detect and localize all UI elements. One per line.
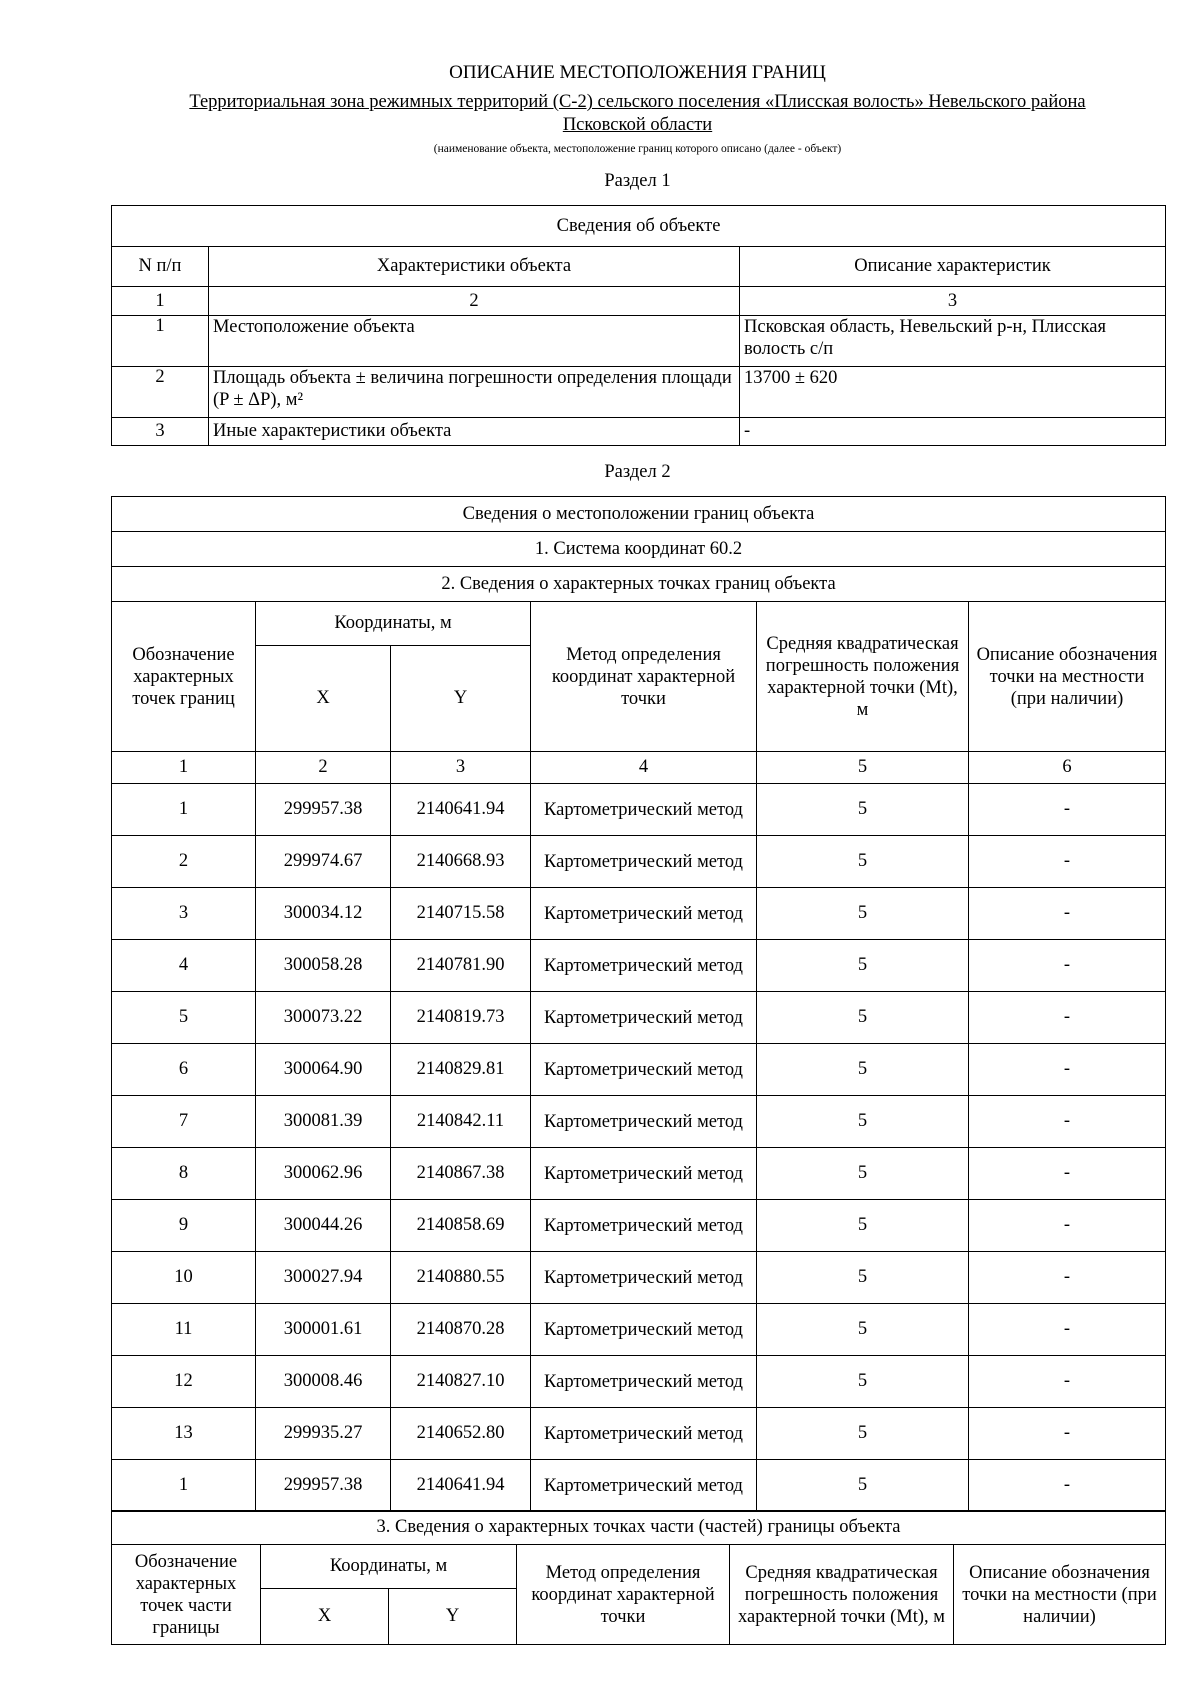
boundary-points-table	[111, 496, 1166, 1512]
part-header-method: Метод определения координат характерной точки	[517, 1545, 730, 1645]
colnum: 4	[531, 752, 757, 784]
point-x: 300062.96	[256, 1148, 391, 1200]
part-header-coordinates: Координаты, м	[261, 1545, 517, 1589]
object-info-title: Сведения об объекте	[112, 206, 1166, 247]
point-method: Картометрический метод	[531, 784, 757, 836]
point-method: Картометрический метод	[531, 940, 757, 992]
header-designation: Обозначение характерных точек границ	[112, 602, 256, 752]
point-x: 300064.90	[256, 1044, 391, 1096]
header-accuracy: Средняя квадратическая погрешность положения характерной точки (Mt), м	[757, 602, 969, 752]
point-y: 2140880.55	[391, 1252, 531, 1304]
point-method: Картометрический метод	[531, 888, 757, 940]
section2-title: Раздел 2	[604, 462, 671, 482]
header-y: Y	[391, 646, 531, 752]
point-mt: 5	[757, 992, 969, 1044]
point-y: 2140641.94	[391, 784, 531, 836]
part-header-x: X	[261, 1589, 389, 1645]
point-id: 1	[112, 1460, 256, 1512]
object-info-colnum-row	[112, 287, 1166, 316]
point-y: 2140827.10	[391, 1356, 531, 1408]
point-mt: 5	[757, 1096, 969, 1148]
point-mt: 5	[757, 1044, 969, 1096]
point-id: 2	[112, 836, 256, 888]
point-y: 2140781.90	[391, 940, 531, 992]
point-method: Картометрический метод	[531, 1252, 757, 1304]
point-description: -	[969, 1304, 1166, 1356]
header-method: Метод определения координат характерной точки	[531, 602, 757, 752]
point-mt: 5	[757, 1148, 969, 1200]
row-value: -	[740, 418, 1166, 446]
point-mt: 5	[757, 836, 969, 888]
part-header-point-description: Описание обозначения точки на местности (при наличии)	[954, 1545, 1166, 1645]
table-row	[112, 1148, 1166, 1200]
point-id: 6	[112, 1044, 256, 1096]
point-mt: 5	[757, 940, 969, 992]
header-description: Описание характеристик	[740, 247, 1166, 287]
point-description: -	[969, 888, 1166, 940]
table-row	[112, 1460, 1166, 1512]
part-header-row	[112, 1545, 1166, 1589]
point-mt: 5	[757, 1200, 969, 1252]
point-x: 299957.38	[256, 784, 391, 836]
table-row	[112, 316, 1166, 367]
coordinate-system: 1. Система координат 60.2	[112, 532, 1166, 567]
point-method: Картометрический метод	[531, 1356, 757, 1408]
points-colnum-row	[112, 752, 1166, 784]
point-y: 2140819.73	[391, 992, 531, 1044]
point-mt: 5	[757, 1356, 969, 1408]
header-n: N п/п	[112, 247, 209, 287]
point-method: Картометрический метод	[531, 1044, 757, 1096]
table-row	[112, 367, 1166, 418]
point-y: 2140652.80	[391, 1408, 531, 1460]
document-title: ОПИСАНИЕ МЕСТОПОЛОЖЕНИЯ ГРАНИЦ	[449, 62, 826, 83]
point-mt: 5	[757, 1304, 969, 1356]
point-description: -	[969, 1148, 1166, 1200]
point-mt: 5	[757, 1252, 969, 1304]
point-x: 299935.27	[256, 1408, 391, 1460]
point-x: 300044.26	[256, 1200, 391, 1252]
point-y: 2140668.93	[391, 836, 531, 888]
point-id: 3	[112, 888, 256, 940]
colnum: 2	[256, 752, 391, 784]
point-x: 300008.46	[256, 1356, 391, 1408]
points-header-row	[112, 602, 1166, 646]
point-x: 300058.28	[256, 940, 391, 992]
point-id: 4	[112, 940, 256, 992]
row-n: 2	[112, 367, 209, 418]
header-point-description: Описание обозначения точки на местности (при наличии)	[969, 602, 1166, 752]
point-method: Картометрический метод	[531, 1304, 757, 1356]
point-description: -	[969, 940, 1166, 992]
colnum: 3	[740, 287, 1166, 316]
row-value: 13700 ± 620	[740, 367, 1166, 418]
points-title-row	[112, 567, 1166, 602]
point-id: 10	[112, 1252, 256, 1304]
colnum: 3	[391, 752, 531, 784]
part-header-designation: Обозначение характерных точек части границы	[112, 1545, 261, 1645]
point-y: 2140867.38	[391, 1148, 531, 1200]
point-description: -	[969, 992, 1166, 1044]
header-coordinates: Координаты, м	[256, 602, 531, 646]
object-caption: (наименование объекта, местоположение границ которого описано (далее - объект)	[433, 143, 842, 155]
row-characteristic: Местоположение объекта	[209, 316, 740, 367]
point-x: 300001.61	[256, 1304, 391, 1356]
point-method: Картометрический метод	[531, 1408, 757, 1460]
part-header-accuracy: Средняя квадратическая погрешность положения характерной точки (Mt), м	[730, 1545, 954, 1645]
point-x: 299957.38	[256, 1460, 391, 1512]
part-boundary-table	[111, 1510, 1166, 1645]
object-info-title-row	[112, 206, 1166, 247]
point-y: 2140858.69	[391, 1200, 531, 1252]
point-mt: 5	[757, 888, 969, 940]
point-description: -	[969, 836, 1166, 888]
point-description: -	[969, 1460, 1166, 1512]
point-description: -	[969, 784, 1166, 836]
table-row	[112, 992, 1166, 1044]
table-row	[112, 940, 1166, 992]
colnum: 1	[112, 287, 209, 316]
point-x: 299974.67	[256, 836, 391, 888]
point-method: Картометрический метод	[531, 1200, 757, 1252]
point-id: 13	[112, 1408, 256, 1460]
point-description: -	[969, 1200, 1166, 1252]
point-description: -	[969, 1408, 1166, 1460]
point-x: 300081.39	[256, 1096, 391, 1148]
table-row	[112, 836, 1166, 888]
point-description: -	[969, 1096, 1166, 1148]
row-n: 3	[112, 418, 209, 446]
point-y: 2140715.58	[391, 888, 531, 940]
object-info-header-row	[112, 247, 1166, 287]
point-method: Картометрический метод	[531, 1460, 757, 1512]
part-title-row	[112, 1511, 1166, 1545]
row-value: Псковская область, Невельский р-н, Плисская волость с/п	[740, 316, 1166, 367]
point-method: Картометрический метод	[531, 836, 757, 888]
point-id: 1	[112, 784, 256, 836]
point-x: 300027.94	[256, 1252, 391, 1304]
table-row	[112, 1408, 1166, 1460]
point-y: 2140641.94	[391, 1460, 531, 1512]
row-characteristic: Иные характеристики объекта	[209, 418, 740, 446]
location-title: Сведения о местоположении границ объекта	[112, 497, 1166, 532]
point-mt: 5	[757, 1460, 969, 1512]
point-description: -	[969, 1044, 1166, 1096]
table-row	[112, 1096, 1166, 1148]
point-description: -	[969, 1356, 1166, 1408]
object-name-line2: Псковской области	[562, 115, 713, 135]
point-method: Картометрический метод	[531, 992, 757, 1044]
colnum: 6	[969, 752, 1166, 784]
colnum: 1	[112, 752, 256, 784]
point-method: Картометрический метод	[531, 1096, 757, 1148]
point-id: 5	[112, 992, 256, 1044]
table-row	[112, 1252, 1166, 1304]
point-y: 2140870.28	[391, 1304, 531, 1356]
point-x: 300034.12	[256, 888, 391, 940]
header-x: X	[256, 646, 391, 752]
point-id: 12	[112, 1356, 256, 1408]
part-header-y: Y	[389, 1589, 517, 1645]
object-name-line1: Территориальная зона режимных территорий (С-2) сельского поселения «Плисская волость» Невельского района	[189, 92, 1086, 112]
point-id: 8	[112, 1148, 256, 1200]
point-id: 11	[112, 1304, 256, 1356]
table-row	[112, 1200, 1166, 1252]
object-name	[0, 91, 1200, 137]
location-title-row	[112, 497, 1166, 532]
point-y: 2140829.81	[391, 1044, 531, 1096]
table-row	[112, 418, 1166, 446]
point-method: Картометрический метод	[531, 1148, 757, 1200]
crs-row	[112, 532, 1166, 567]
section1-title: Раздел 1	[604, 171, 671, 191]
point-mt: 5	[757, 1408, 969, 1460]
colnum: 5	[757, 752, 969, 784]
table-row	[112, 784, 1166, 836]
row-n: 1	[112, 316, 209, 367]
table-row	[112, 888, 1166, 940]
part-title: 3. Сведения о характерных точках части (частей) границы объекта	[112, 1511, 1166, 1545]
object-info-table	[111, 205, 1166, 446]
row-characteristic: Площадь объекта ± величина погрешности определения площади (P ± ΔP), м²	[209, 367, 740, 418]
table-row	[112, 1304, 1166, 1356]
colnum: 2	[209, 287, 740, 316]
point-mt: 5	[757, 784, 969, 836]
header-characteristic: Характеристики объекта	[209, 247, 740, 287]
point-y: 2140842.11	[391, 1096, 531, 1148]
point-id: 7	[112, 1096, 256, 1148]
table-row	[112, 1356, 1166, 1408]
point-description: -	[969, 1252, 1166, 1304]
table-row	[112, 1044, 1166, 1096]
point-id: 9	[112, 1200, 256, 1252]
point-x: 300073.22	[256, 992, 391, 1044]
points-title: 2. Сведения о характерных точках границ объекта	[112, 567, 1166, 602]
